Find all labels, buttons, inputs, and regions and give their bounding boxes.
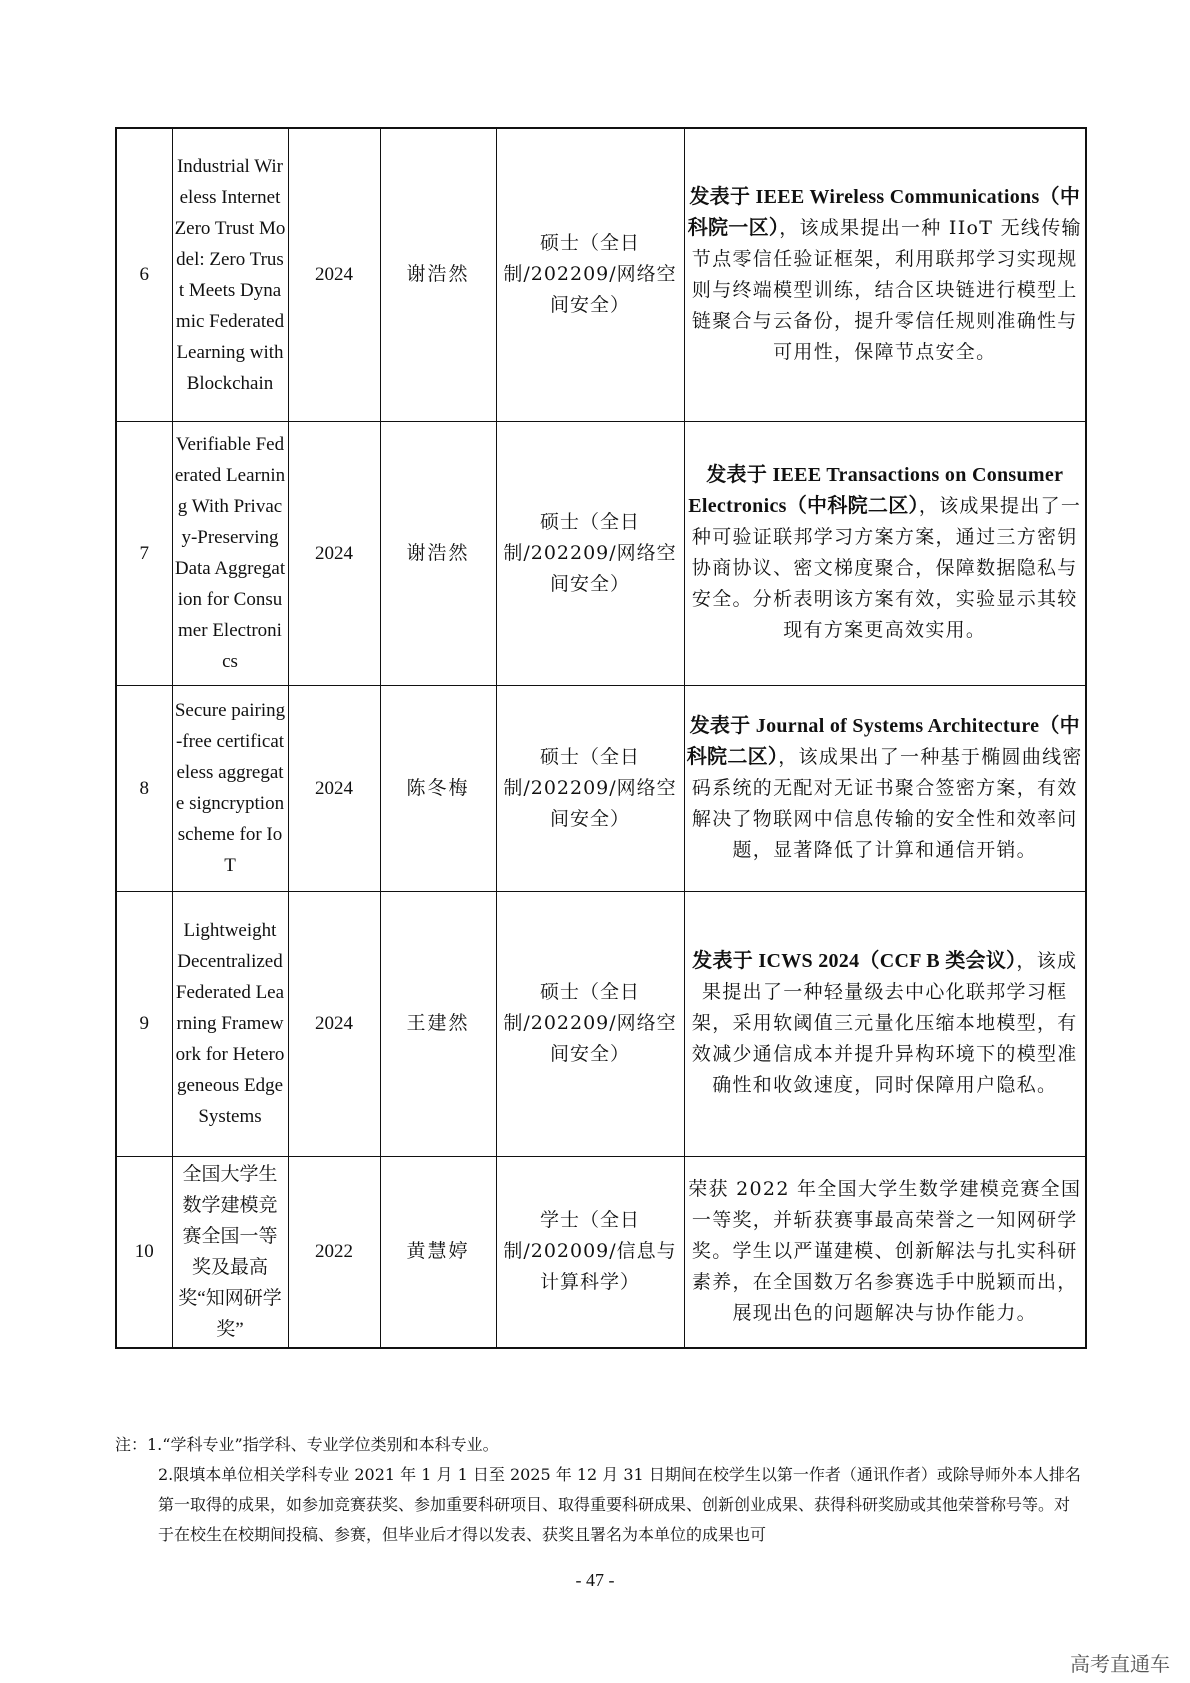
description-text: ，该成果提出一种 IIoT 无线传输节点零信任验证框架，利用联邦学习实现规则与终端模型训练，结合区块链进行模型上链聚合与云备份，提升零信任规则准确性与可用性，保障节点安全。 xyxy=(691,216,1082,363)
table-row xyxy=(116,128,1086,421)
publication-venue: ICWS 2024（CCF B 类会议） xyxy=(753,950,1017,972)
student-name: 王建然 xyxy=(380,891,496,1156)
watermark: 高考直通车 xyxy=(1070,1652,1170,1676)
achievement-title: 全国大学生数学建模竞赛全国一等奖及最高奖“知网研学奖” xyxy=(172,1156,288,1348)
achievements-table xyxy=(115,127,1087,1349)
achievement-description xyxy=(684,891,1086,1156)
achievement-year: 2024 xyxy=(288,128,380,421)
student-name: 黄慧婷 xyxy=(380,1156,496,1348)
table-row xyxy=(116,685,1086,891)
footnote-2: 2.限填本单位相关学科专业 2021 年 1 月 1 日至 2025 年 12 月 31 日期间在校学生以第一作者（通讯作者）或除导师外本人排名第一取得的成果，如参加竞赛获奖、参加重要科研项目、取得重要科研成果、创新创业成果、获得科研奖励或其他荣誉称号等。对于在校生在校期间投稿、参赛，但毕业后才得以发表、获奖且署名为本单位的成果也可 xyxy=(158,1465,1081,1544)
achievement-description xyxy=(684,128,1086,421)
footnotes xyxy=(115,1430,1085,1550)
degree-info: 硕士（全日制/202209/网络空间安全） xyxy=(496,891,684,1156)
achievement-title: Lightweight Decentralized Federated Learning Framework for Heterogeneous Edge Systems xyxy=(172,891,288,1156)
achievement-year: 2024 xyxy=(288,891,380,1156)
description-prefix: 发表于 xyxy=(692,950,754,972)
table-row xyxy=(116,421,1086,685)
row-number: 8 xyxy=(116,685,172,891)
achievement-year: 2024 xyxy=(288,685,380,891)
student-name: 陈冬梅 xyxy=(380,685,496,891)
achievement-year: 2024 xyxy=(288,421,380,685)
degree-info: 硕士（全日制/202209/网络空间安全） xyxy=(496,685,684,891)
publication-venue: Journal of Systems Architecture（中科院二区） xyxy=(686,714,1080,768)
footnote-1: 注：1.“学科专业”指学科、专业学位类别和本科专业。 xyxy=(115,1435,499,1454)
row-number: 10 xyxy=(116,1156,172,1348)
achievement-description xyxy=(684,1156,1086,1348)
description-text: ，该成果提出了一种可验证联邦学习方案方案，通过三方密钥协商协议、密文梯度聚合，保障数据隐私与安全。分析表明该方案有效，实验显示其较现有方案更高效实用。 xyxy=(691,495,1082,641)
table-row xyxy=(116,1156,1086,1348)
description-prefix: 发表于 xyxy=(689,185,751,208)
description-text: 荣获 2022 年全国大学生数学建模竞赛全国一等奖，并斩获赛事最高荣誉之一知网研学奖。学生以严谨建模、创新解法与扎实科研素养，在全国数万名参赛选手中脱颖而出，展现出色的问题解决与协作能力。 xyxy=(688,1178,1082,1325)
student-name: 谢浩然 xyxy=(380,128,496,421)
page-number: - 47 - xyxy=(575,1570,615,1590)
publication-venue: IEEE Wireless Communications（中科院一区） xyxy=(687,185,1081,239)
achievement-title: Industrial Wireless Internet Zero Trust Model: Zero Trust Meets Dynamic Federated Learning with Blockchain xyxy=(172,128,288,421)
publication-venue: IEEE Transactions on Consumer Electronics（中科院二区） xyxy=(688,464,1064,517)
row-number: 7 xyxy=(116,421,172,685)
student-name: 谢浩然 xyxy=(380,421,496,685)
achievement-title: Verifiable Federated Learning With Privacy-Preserving Data Aggregation for Consumer Electronics xyxy=(172,421,288,685)
description-prefix: 发表于 xyxy=(689,714,751,737)
table-row xyxy=(116,891,1086,1156)
row-number: 6 xyxy=(116,128,172,421)
achievement-year: 2022 xyxy=(288,1156,380,1348)
degree-info: 硕士（全日制/202209/网络空间安全） xyxy=(496,128,684,421)
achievement-description xyxy=(684,421,1086,685)
achievement-title: Secure pairing-free certificateless aggregate signcryption scheme for IoT xyxy=(172,685,288,891)
description-text: ，该成果出了一种基于椭圆曲线密码系统的无配对无证书聚合签密方案，有效解决了物联网中信息传输的安全性和效率问题，显著降低了计算和通信开销。 xyxy=(691,745,1083,861)
degree-info: 学士（全日制/202009/信息与计算科学） xyxy=(496,1156,684,1348)
description-text: ，该成果提出了一种轻量级去中心化联邦学习框架，采用软阈值三元量化压缩本地模型，有效减少通信成本并提升异构环境下的模型准确性和收敛速度，同时保障用户隐私。 xyxy=(691,950,1078,1096)
degree-info: 硕士（全日制/202209/网络空间安全） xyxy=(496,421,684,685)
description-prefix: 发表于 xyxy=(706,464,768,486)
achievement-description xyxy=(684,685,1086,891)
row-number: 9 xyxy=(116,891,172,1156)
